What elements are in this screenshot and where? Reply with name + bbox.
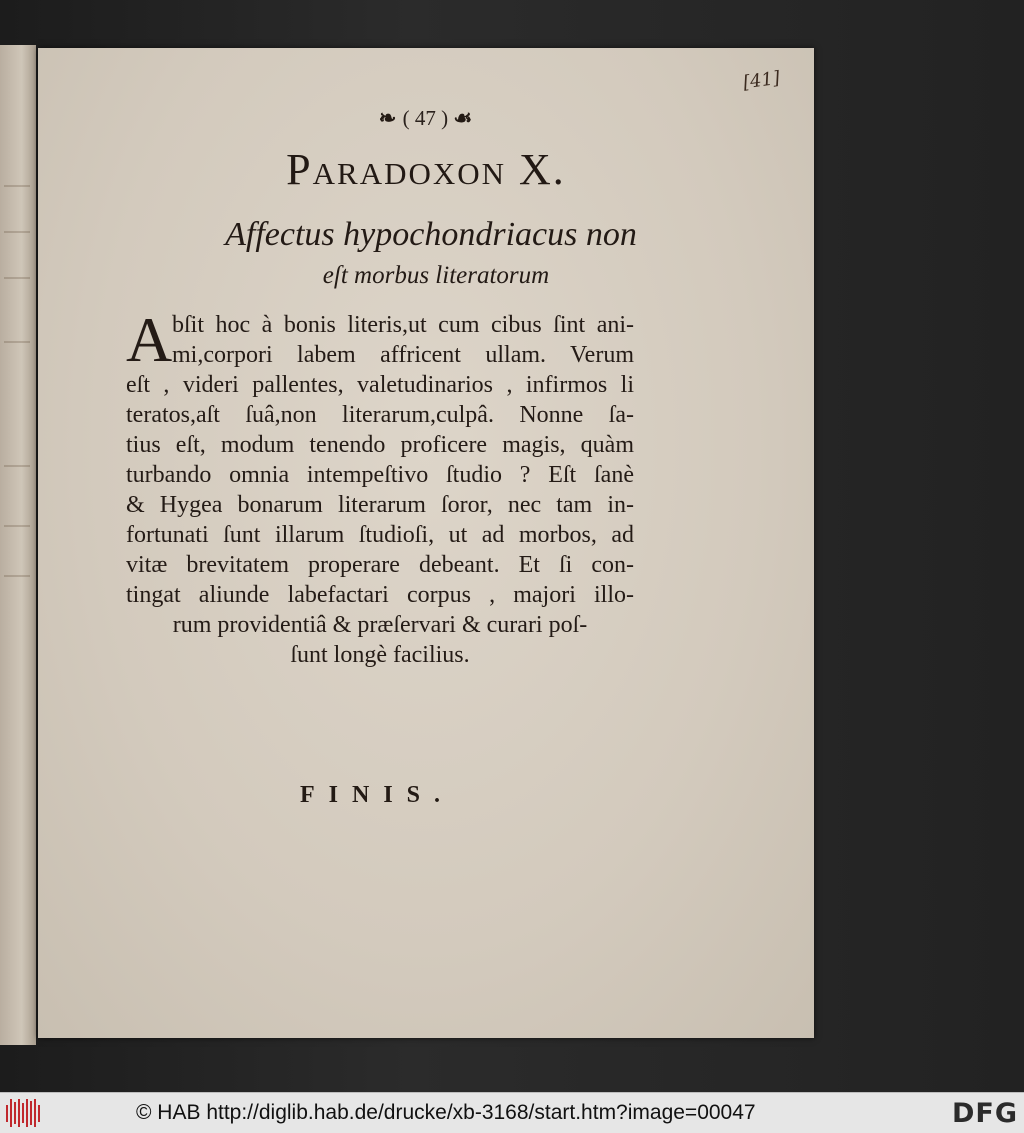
hab-logo-icon <box>6 1099 46 1127</box>
body-line: fortunati ſunt illarum ſtudioſi, ut ad morbos, ad <box>126 522 634 548</box>
folio-mark: [41] <box>741 67 782 94</box>
ornament-right-icon: ☙ <box>453 106 474 130</box>
body-line: & Hygea bonarum literarum ſoror, nec tam in- <box>126 492 634 518</box>
body-line: tius eſt, modum tenendo proficere magis, quàm <box>126 432 634 458</box>
body-line: ſunt longè facilius. <box>290 642 470 668</box>
finis-label: FINIS. <box>300 782 455 808</box>
body-line: vitæ brevitatem properare debeant. Et ſi con- <box>126 552 634 578</box>
ornament-left-icon: ❧ <box>378 106 398 130</box>
body-line: teratos,aſt ſuâ,non literarum,culpâ. Nonne ſa- <box>126 402 634 428</box>
body-line: rum providentiâ & præſervari & curari poſ- <box>172 612 588 638</box>
page-number: ( 47 ) <box>402 106 449 130</box>
subtitle-line-1: Affectus hypochondriacus non <box>225 216 637 253</box>
subtitle-line-2: eſt morbus literatorum <box>322 262 550 289</box>
footer-bar <box>0 1092 1024 1133</box>
body-line: tingat aliunde labefactari corpus , majori illo- <box>126 582 634 608</box>
previous-page-edge <box>0 45 36 1045</box>
body-line: eſt , videri pallentes, valetudinarios , infirmos li <box>126 372 634 398</box>
page-header <box>38 106 814 131</box>
body-text <box>126 304 634 670</box>
body-line: bſit hoc à bonis literis,ut cum cibus ſint ani- <box>172 312 634 338</box>
body-line: mi,corpori labem affricent ullam. Verum <box>172 342 634 368</box>
page-title: Paradoxon X. <box>286 145 566 194</box>
body-line: turbando omnia intempeſtivo ſtudio ? Eſt ſanè <box>126 462 634 488</box>
dfg-logo: DFG <box>951 1098 1018 1129</box>
copyright-url[interactable]: © HAB http://diglib.hab.de/drucke/xb-3168/start.htm?image=00047 <box>136 1101 756 1124</box>
drop-cap: A <box>126 304 173 375</box>
book-page <box>38 48 814 1038</box>
